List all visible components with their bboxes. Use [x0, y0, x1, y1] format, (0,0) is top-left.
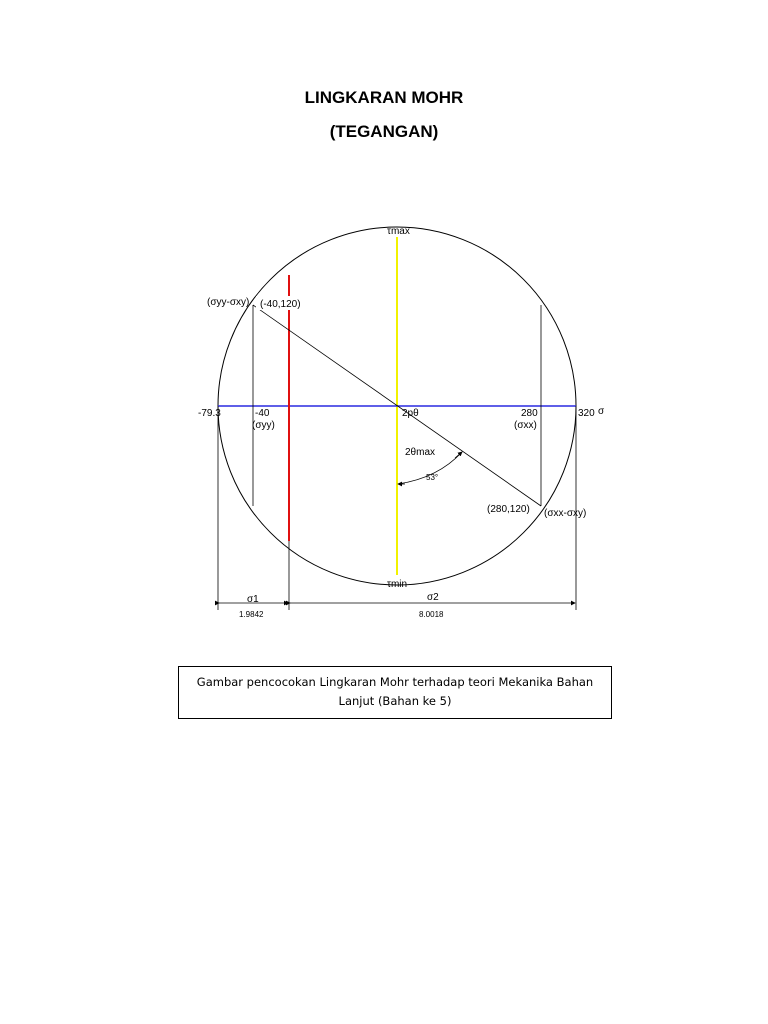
sigma1-value: 1.9842: [239, 610, 264, 619]
left-point-coords: (-40,120): [260, 299, 301, 310]
sigma1-label: σ1: [247, 594, 259, 605]
tick-minus40-sub: (σyy): [252, 420, 275, 431]
caption-line-1: Gambar pencocokan Lingkaran Mohr terhadap teori Mekanika Bahan: [196, 675, 594, 689]
page-subtitle: (TEGANGAN): [329, 122, 439, 141]
tick-280-sub: (σxx): [514, 420, 537, 431]
tick-center: 2pθ: [402, 408, 419, 419]
tick-left-end: -79.3: [198, 408, 221, 419]
right-point-coords: (280,120): [487, 504, 530, 515]
tau-min-label: τmin: [387, 579, 408, 590]
figure-caption-box: [178, 666, 612, 719]
angle-arrow-end: [455, 452, 462, 458]
right-point-label: (σxx-σxy): [544, 508, 587, 519]
sigma2-value: 8.0018: [419, 610, 444, 619]
sigma2-label: σ2: [427, 592, 439, 603]
page-title: LINGKARAN MOHR: [304, 88, 464, 107]
sigma-axis-label: σ: [598, 406, 605, 417]
tau-max-label: τmax: [387, 226, 410, 237]
angle-value: 53°: [426, 473, 439, 482]
caption-line-2: Lanjut (Bahan ke 5): [338, 694, 452, 708]
left-point-label: (σyy-σxy): [207, 297, 250, 308]
tick-280: 280: [521, 408, 538, 419]
tick-minus40: -40: [255, 408, 270, 419]
angle-label: 2θmax: [405, 447, 436, 458]
tick-320: 320: [578, 408, 595, 419]
